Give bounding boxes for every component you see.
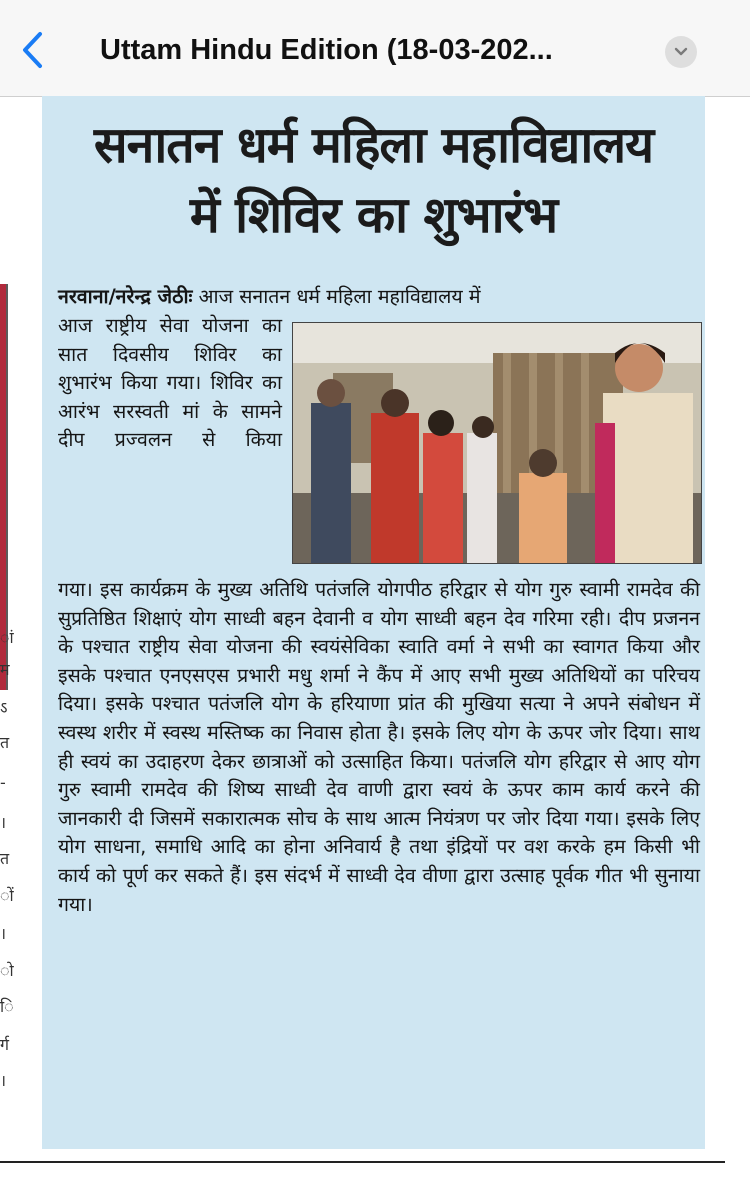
back-button[interactable] [14,28,50,72]
adjacent-clipping-edge [0,96,40,1156]
text-fragment: ि [0,997,14,1016]
text-fragment: त [0,849,10,868]
page-title: Uttam Hindu Edition (18-03-202... [100,34,553,66]
text-fragment: ां [0,628,14,647]
text-fragment: । [0,1071,7,1090]
headline-line-1: सनातन धर्म महिला महाविद्यालय [93,116,654,174]
text-fragment: र्ग [0,1035,10,1054]
title-menu-button[interactable] [665,36,697,68]
article-body: गया। इस कार्यक्रम के मुख्य अतिथि पतंजलि योगपीठ हरिद्वार से योग गुरु स्वामी रामदेव की सुप्रतिष्ठित शिक्षाएं योग साध्वी बहन देवानी व योग साध्वी बहन देव गरिमा रही। दीप प्रजनन के पश्चात राष्ट्रीय सेवा योजना की स्वयंसेविका स्वाति वर्मा ने सभी का स्वागत किया और इसके पश्चात एनएसएस प्रभारी मधु शर्मा ने कैंप में आए सभी मुख्य अतिथियों का परिचय दिया। इसके पश्चात पतंजलि योग के हरियाणा प्रांत की मुखिया सत्या ने अपने संबोधन में स्वस्थ शरीर में स्वस्थ मस्तिष्क का निवास होता है। इसके लिए योग के ऊपर जोर दिया। साथ ही स्वयं का उदाहरण देकर छात्राओं को उत्साहित किया। पतंजलि योग हरिद्वार से आए योग गुरु स्वामी रामदेव की शिष्य साध्वी देव वाणी द्वारा स्वयं के ऊपर काम कार्य करने की जानकारी दी जिसमें सकारात्मक सोच के साथ आत्म नियंत्रण पर जोर दिया गया। इसके लिए योग साधना, समाधि आदि का होना अनिवार्य है तथा इंद्रियों पर वश करके हम किसी भी कार्य को पूर्ण कर सकते हैं। इस संदर्भ में साध्वी देव वीणा द्वारा उत्साह पूर्वक गीत भी सुनाया गया। [58,578,700,916]
event-photo-illustration [293,323,701,563]
text-fragment: ो [0,961,14,980]
news-clipping[interactable] [42,96,705,1149]
text-fragment: ों [0,886,14,905]
nav-bar [0,0,750,97]
headline [42,110,705,250]
byline: नरवाना/नरेन्द्र जेठीः [58,285,193,308]
text-fragment: ऽ [0,698,8,717]
text-fragment: । [0,924,7,943]
page-divider [0,1161,725,1163]
text-fragment: त [0,733,10,752]
side-column-text: आज राष्ट्रीय सेवा योजना का सात दिवसीय शिविर का शुभारंभ किया गया। शिविर का आरंभ सरस्वती मां के सामने दीप प्रज्वलन से किया [58,314,282,452]
headline-line-2: में शिविर का शुभारंभ [189,186,558,244]
text-fragment: - [0,773,6,792]
lead-paragraph [58,283,698,312]
article-photo [292,322,702,564]
lead-text: आज सनातन धर्म महिला महाविद्यालय में [198,285,481,308]
text-fragment: म [0,660,10,679]
chevron-left-icon [21,31,43,69]
text-fragment: । [0,813,7,832]
chevron-down-icon [674,47,688,57]
